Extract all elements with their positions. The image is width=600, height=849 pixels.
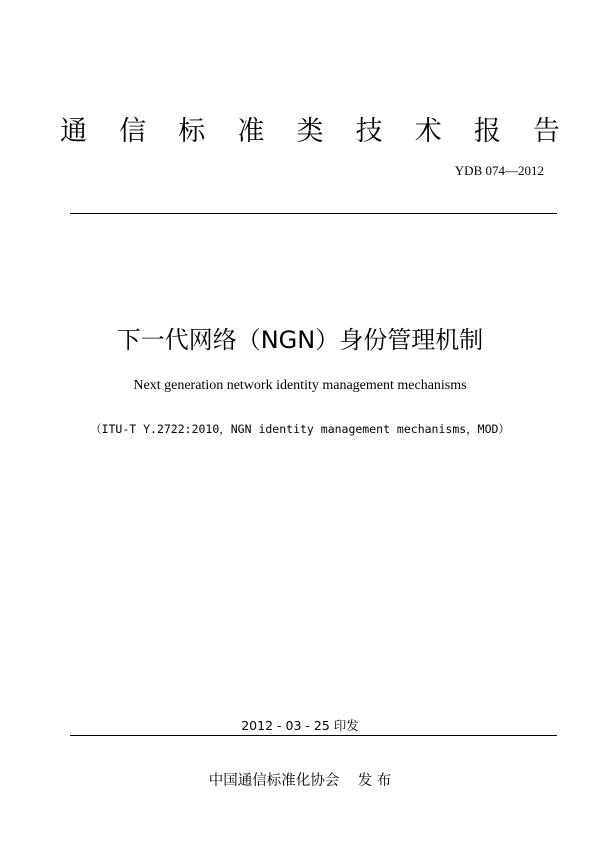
print-date: 2012 - 03 - 25 印发 [241,718,359,733]
series-title-char: 告 [533,116,560,147]
series-title-char: 报 [473,116,501,147]
document-number: YDB 074—2012 [454,163,544,178]
series-title-char: 标 [178,116,206,147]
document-title-chinese: 下一代网络（NGN）身份管理机制 [116,326,484,354]
top-divider [70,213,557,214]
source-standard-reference: （ITU-T Y.2722:2010，NGN identity management mechanisms，MOD） [90,422,510,436]
series-title-char: 技 [355,116,383,147]
series-title-char: 准 [237,116,265,147]
bottom-divider [70,735,557,736]
series-title [60,112,560,152]
series-title-char: 通 [60,116,87,147]
document-title-english: Next generation network identity management mechanisms [133,378,467,393]
publisher-line: 中国通信标准化协会 发 布 [208,773,392,789]
series-title-char: 类 [296,116,324,147]
series-title-char: 术 [414,116,442,147]
series-title-char: 信 [119,116,147,147]
